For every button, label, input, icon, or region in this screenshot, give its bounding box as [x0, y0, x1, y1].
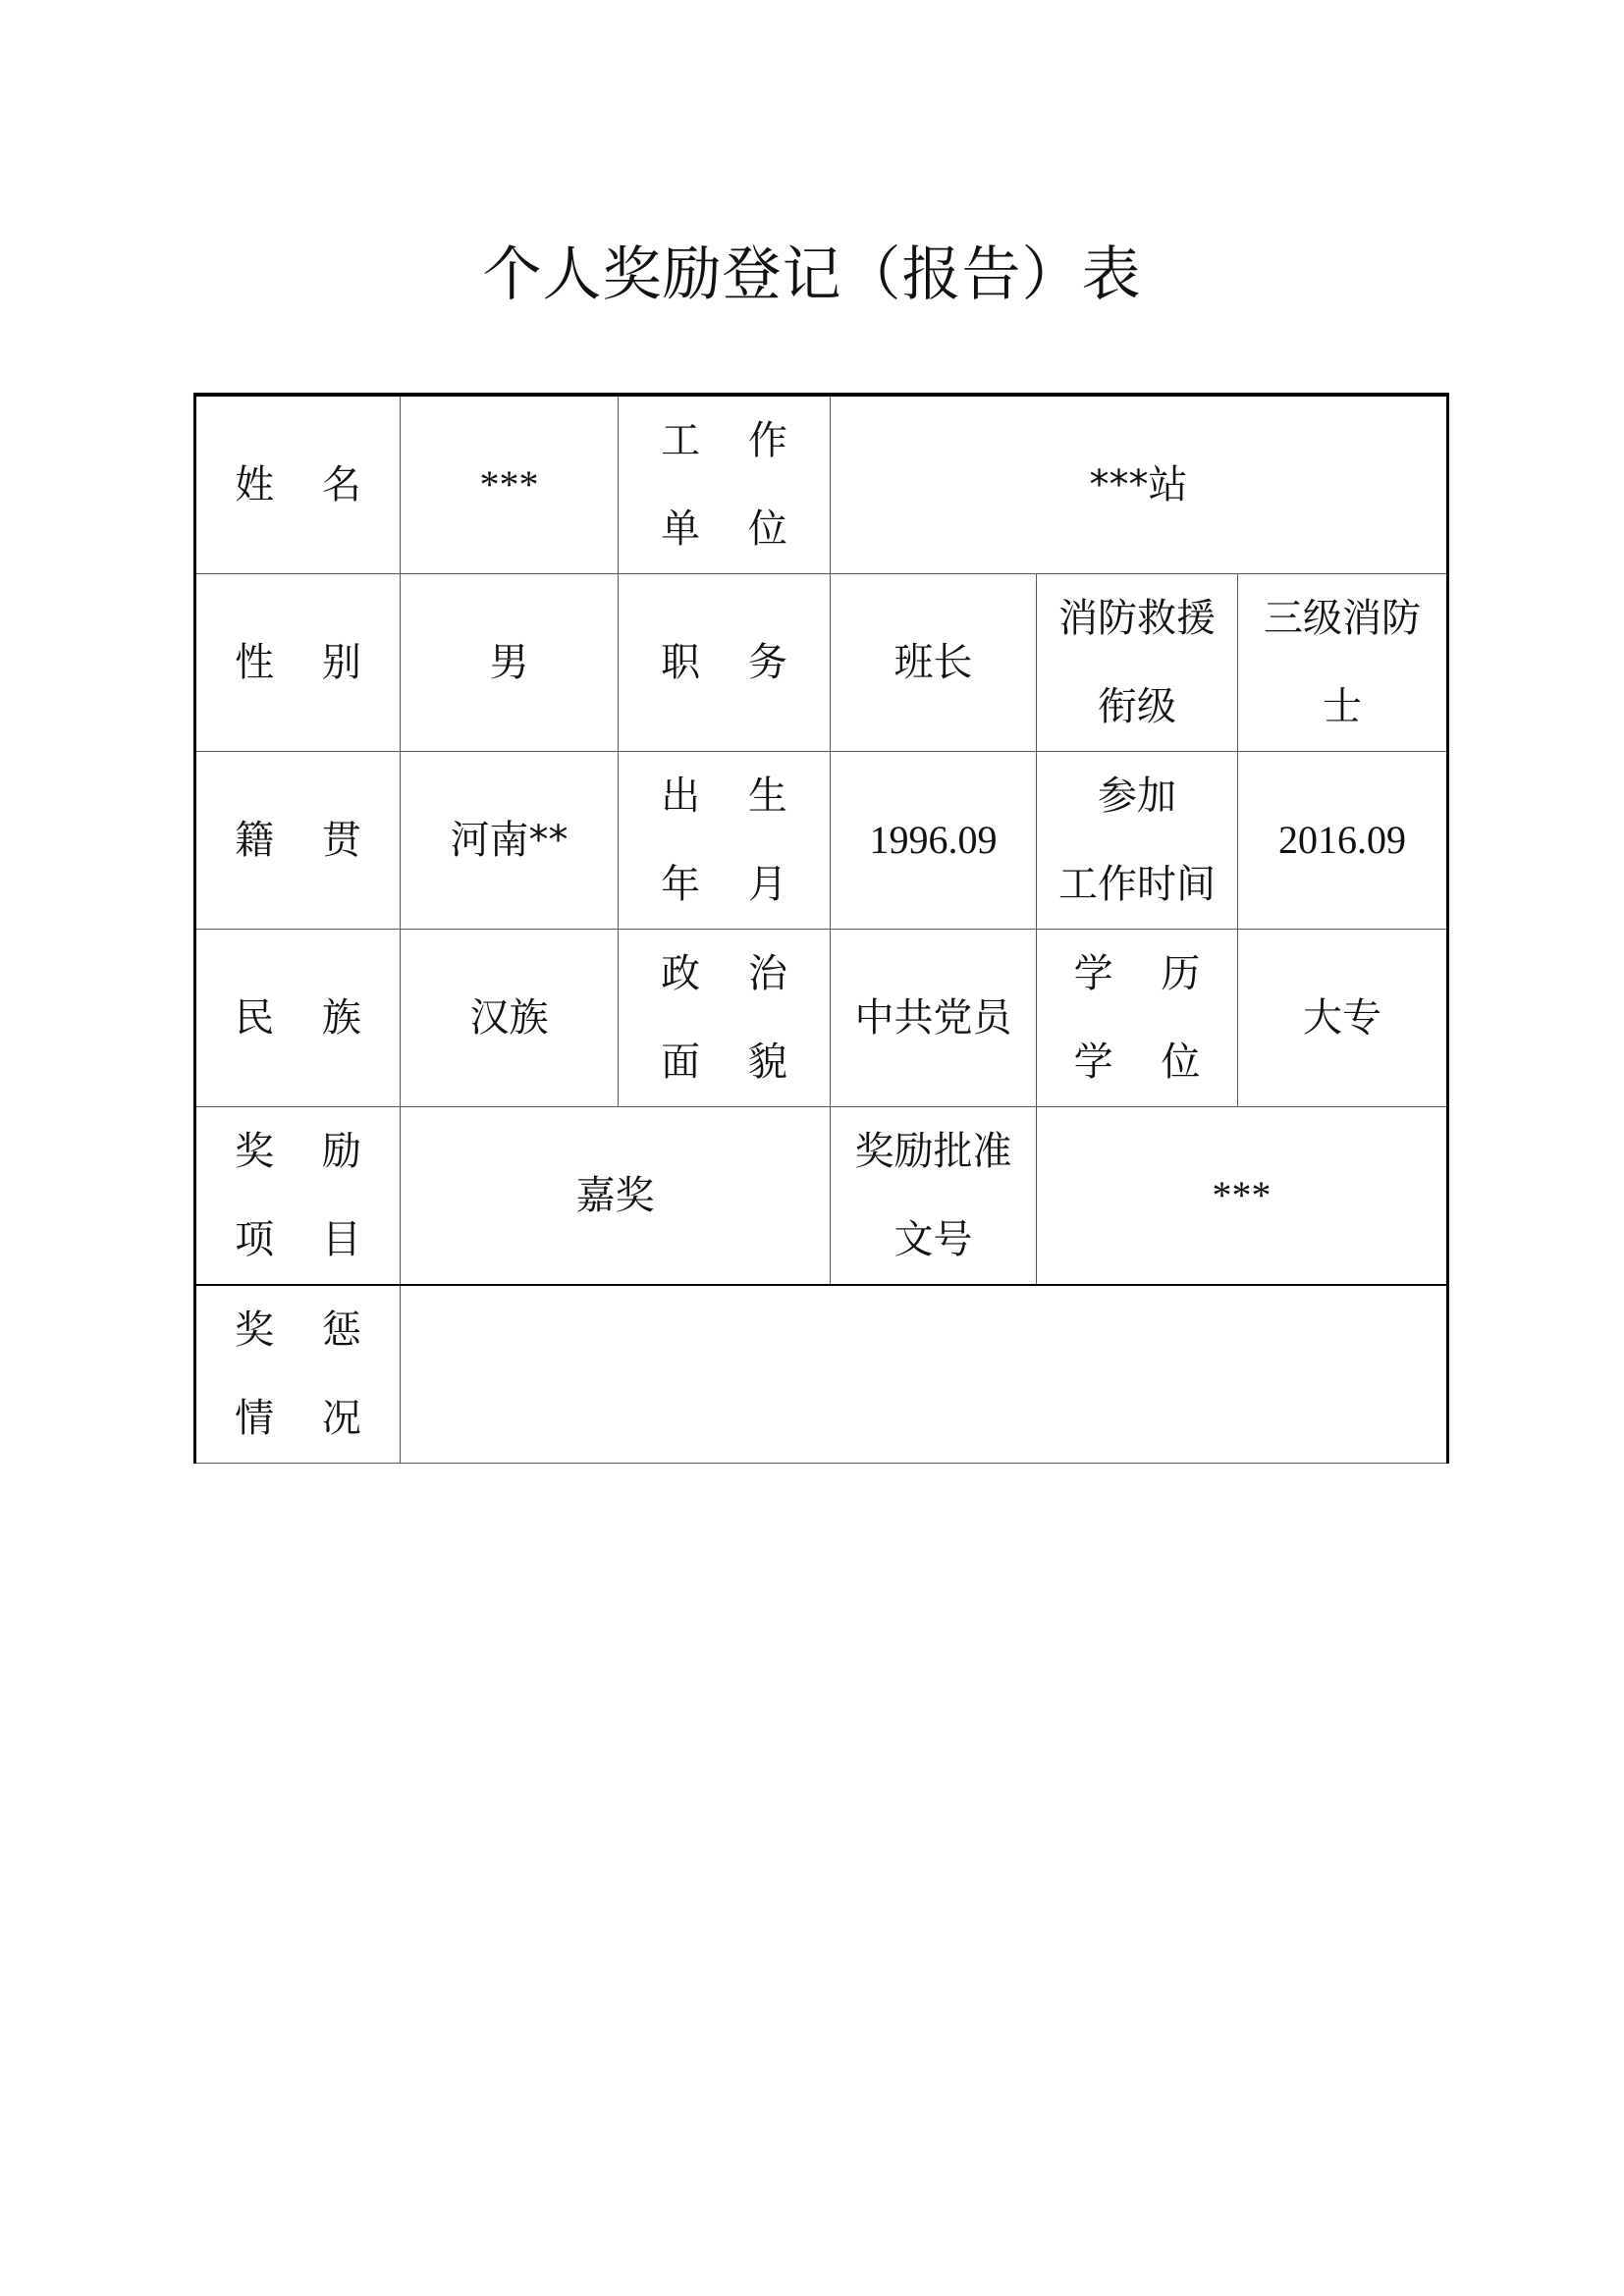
- political-value: 中共党员: [831, 930, 1037, 1107]
- ethnicity-label: 民 族: [195, 930, 401, 1107]
- work-unit-value: ***站: [831, 395, 1448, 574]
- rescue-rank-label: 消防救援 衔级: [1037, 574, 1238, 752]
- rescue-rank-value: 三级消防 士: [1238, 574, 1448, 752]
- education-label: 学 历 学 位: [1037, 930, 1238, 1107]
- table-row: [195, 930, 1448, 1107]
- table-row: [195, 752, 1448, 930]
- birth-value: 1996.09: [831, 752, 1037, 930]
- approval-no-value: ***: [1037, 1107, 1448, 1286]
- join-work-label: 参加 工作时间: [1037, 752, 1238, 930]
- gender-label: 性 别: [195, 574, 401, 752]
- position-value: 班长: [831, 574, 1037, 752]
- award-item-label: 奖 励 项 目: [195, 1107, 401, 1286]
- join-work-value: 2016.09: [1238, 752, 1448, 930]
- table-row: [195, 574, 1448, 752]
- name-value: ***: [401, 395, 619, 574]
- name-label: 姓 名: [195, 395, 401, 574]
- work-unit-label: 工 作 单 位: [619, 395, 831, 574]
- award-item-value: 嘉奖: [401, 1107, 831, 1286]
- record-value: [401, 1285, 1448, 1464]
- position-label: 职 务: [619, 574, 831, 752]
- table-row: [195, 395, 1448, 574]
- record-label: 奖 惩 情 况: [195, 1285, 401, 1464]
- table-row: [195, 1107, 1448, 1286]
- registration-table: [193, 393, 1449, 1464]
- native-place-label: 籍 贯: [195, 752, 401, 930]
- approval-no-label: 奖励批准 文号: [831, 1107, 1037, 1286]
- document-title: 个人奖励登记（报告）表: [482, 240, 1142, 309]
- political-label: 政 治 面 貌: [619, 930, 831, 1107]
- native-place-value: 河南**: [401, 752, 619, 930]
- table-row: [195, 1285, 1448, 1464]
- ethnicity-value: 汉族: [401, 930, 619, 1107]
- gender-value: 男: [401, 574, 619, 752]
- education-value: 大专: [1238, 930, 1448, 1107]
- birth-label: 出 生 年 月: [619, 752, 831, 930]
